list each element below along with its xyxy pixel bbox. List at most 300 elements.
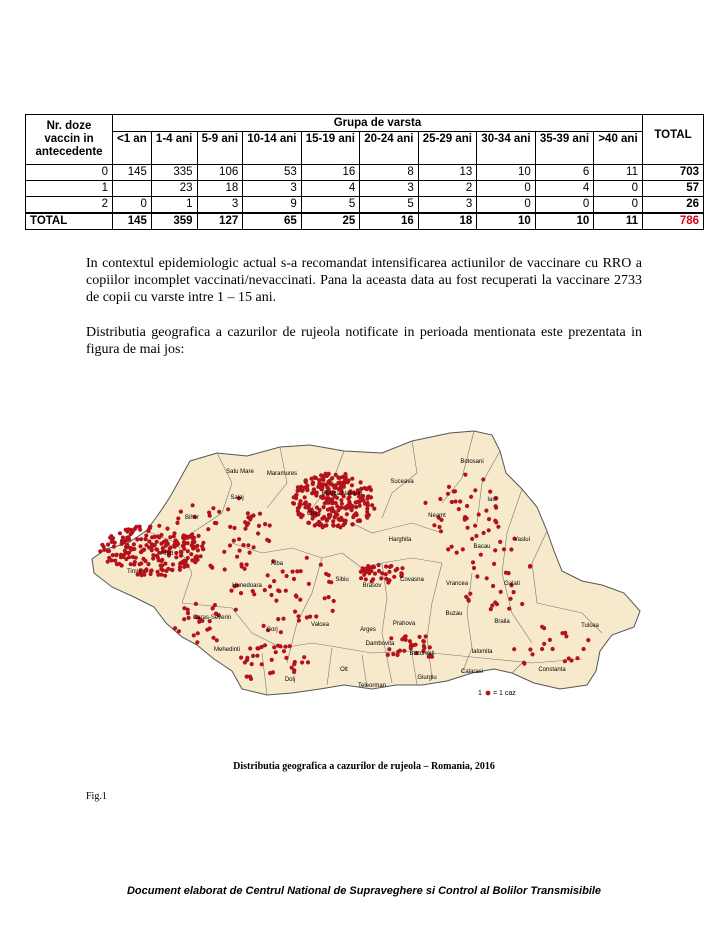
case-dot xyxy=(304,500,308,504)
case-dot xyxy=(389,564,393,568)
case-dot xyxy=(173,540,177,544)
case-dot xyxy=(294,594,298,598)
case-dot xyxy=(563,631,567,635)
case-dot xyxy=(239,656,243,660)
case-dot xyxy=(428,645,432,649)
total-cell: 16 xyxy=(360,213,419,230)
case-dot xyxy=(540,647,544,651)
case-dot xyxy=(380,571,384,575)
table-row xyxy=(26,181,704,197)
case-dot xyxy=(432,523,436,527)
case-dot xyxy=(512,590,516,594)
case-dot xyxy=(340,502,344,506)
case-dot xyxy=(334,473,338,477)
case-dot xyxy=(496,525,500,529)
total-cell: 10 xyxy=(535,213,594,230)
case-dot xyxy=(354,500,358,504)
case-dot xyxy=(359,480,363,484)
county-label: Constanta xyxy=(538,667,566,673)
figure-caption: Distributia geografica a cazurilor de rujeola – Romania, 2016 xyxy=(233,761,495,772)
case-dot xyxy=(154,547,158,551)
case-dot xyxy=(331,609,335,613)
romania-measles-map xyxy=(82,423,647,705)
case-dot xyxy=(371,577,375,581)
legend-label: = 1 caz xyxy=(493,690,516,697)
case-dot xyxy=(528,647,532,651)
case-dot xyxy=(358,504,362,508)
table-row xyxy=(26,197,704,214)
case-dot xyxy=(245,656,249,660)
case-dot xyxy=(371,565,375,569)
case-dot xyxy=(575,656,579,660)
county-label: Brasov xyxy=(362,583,382,589)
case-dot xyxy=(461,547,465,551)
table-cell: 145 xyxy=(113,165,152,181)
case-dot xyxy=(379,576,383,580)
case-dot xyxy=(193,559,197,563)
case-dot xyxy=(260,662,264,666)
case-dot xyxy=(368,485,372,489)
case-dot xyxy=(228,525,232,529)
row-total-cell: 57 xyxy=(643,181,704,197)
case-dot xyxy=(196,631,200,635)
table-cell: 5 xyxy=(360,197,419,214)
case-dot xyxy=(179,554,183,558)
case-dot xyxy=(528,564,532,568)
case-dot xyxy=(509,547,513,551)
county-label: Caras-Severin xyxy=(192,615,232,621)
case-dot xyxy=(489,607,493,611)
case-dot xyxy=(350,477,354,481)
case-dot xyxy=(391,652,395,656)
case-dot xyxy=(147,546,151,550)
case-dot xyxy=(370,503,374,507)
case-dot xyxy=(450,500,454,504)
case-dot xyxy=(422,646,426,650)
county-label: Hunedoara xyxy=(232,583,262,589)
case-dot xyxy=(342,481,346,485)
county-label: Vaslui xyxy=(514,537,530,543)
case-dot xyxy=(186,608,190,612)
case-dot xyxy=(333,515,337,519)
corner-header: Nr. doze vaccin in antecedente xyxy=(26,115,113,165)
case-dot xyxy=(384,572,388,576)
table-cell: 11 xyxy=(594,165,643,181)
case-dot xyxy=(300,660,304,664)
case-dot xyxy=(251,654,255,658)
case-dot xyxy=(291,570,295,574)
case-dot xyxy=(268,671,272,675)
case-dot xyxy=(183,536,187,540)
case-dot xyxy=(125,538,129,542)
case-dot xyxy=(395,567,399,571)
case-dot xyxy=(120,541,124,545)
case-dot xyxy=(493,548,497,552)
table-cell: 0 xyxy=(594,197,643,214)
case-dot xyxy=(189,534,193,538)
case-dot xyxy=(392,575,396,579)
county-label: Neamt xyxy=(428,513,446,519)
case-dot xyxy=(232,526,236,530)
case-dot xyxy=(458,499,462,503)
case-dot xyxy=(111,553,115,557)
case-dot xyxy=(389,636,393,640)
case-dot xyxy=(499,590,503,594)
case-dot xyxy=(454,499,458,503)
case-dot xyxy=(306,505,310,509)
case-dot xyxy=(129,562,133,566)
case-dot xyxy=(318,508,322,512)
case-dot xyxy=(201,541,205,545)
case-dot xyxy=(174,551,178,555)
county-label: Satu Mare xyxy=(226,469,254,475)
case-dot xyxy=(201,547,205,551)
case-dot xyxy=(296,614,300,618)
case-dot xyxy=(455,551,459,555)
case-dot xyxy=(163,562,167,566)
case-dot xyxy=(258,512,262,516)
case-dot xyxy=(520,602,524,606)
case-dot xyxy=(196,548,200,552)
case-dot xyxy=(250,514,254,518)
case-dot xyxy=(384,577,388,581)
total-cell: 10 xyxy=(477,213,536,230)
case-dot xyxy=(504,571,508,575)
total-cell: 18 xyxy=(418,213,477,230)
case-dot xyxy=(328,513,332,517)
table-cell: 13 xyxy=(418,165,477,181)
case-dot xyxy=(312,487,316,491)
case-dot xyxy=(350,483,354,487)
case-dot xyxy=(255,654,259,658)
case-dot xyxy=(465,504,469,508)
case-dot xyxy=(292,577,296,581)
case-dot xyxy=(354,505,358,509)
document-footer: Document elaborat de Centrul National de Supraveghere si Control al Bolilor Transmisibile xyxy=(126,885,602,897)
total-header: TOTAL xyxy=(643,115,704,165)
case-dot xyxy=(159,533,163,537)
county-label: Bihor xyxy=(184,515,200,521)
table-cell: 9 xyxy=(243,197,302,214)
case-dot xyxy=(507,607,511,611)
county-label: Harghita xyxy=(388,537,412,543)
case-dot xyxy=(159,564,163,568)
age-group-header: Grupa de varsta xyxy=(113,115,643,132)
table-cell: 5 xyxy=(301,197,360,214)
case-dot xyxy=(512,647,516,651)
case-dot xyxy=(173,626,177,630)
case-dot xyxy=(502,547,506,551)
case-dot xyxy=(142,573,146,577)
case-dot xyxy=(487,528,491,532)
table-cell: 0 xyxy=(113,197,152,214)
case-dot xyxy=(144,537,148,541)
case-dot xyxy=(268,584,272,588)
case-dot xyxy=(494,520,498,524)
case-dot xyxy=(214,521,218,525)
case-dot xyxy=(156,555,160,559)
case-dot xyxy=(124,528,128,532)
table-cell: 6 xyxy=(535,165,594,181)
case-dot xyxy=(314,614,318,618)
county-label: Gorj xyxy=(266,627,278,633)
case-dot xyxy=(153,543,157,547)
case-dot xyxy=(165,527,169,531)
case-dot xyxy=(243,527,247,531)
case-dot xyxy=(369,569,373,573)
case-dot xyxy=(307,521,311,525)
case-dot xyxy=(157,524,161,528)
table-cell: 1 xyxy=(151,197,197,214)
county-label: Timis xyxy=(126,569,142,575)
county-label: Dolj xyxy=(284,677,296,683)
case-dot xyxy=(447,485,451,489)
age-group-col: 25-29 ani xyxy=(418,132,477,165)
case-dot xyxy=(408,639,412,643)
case-dot xyxy=(421,639,425,643)
case-dot xyxy=(303,479,307,483)
case-dot xyxy=(195,555,199,559)
case-dot xyxy=(298,598,302,602)
case-dot xyxy=(267,539,271,543)
case-dot xyxy=(272,645,276,649)
case-dot xyxy=(178,562,182,566)
case-dot xyxy=(322,505,326,509)
case-dot xyxy=(148,526,152,530)
case-dot xyxy=(266,573,270,577)
county-label: Tulcea xyxy=(581,623,599,629)
county-label: Buzau xyxy=(445,611,463,617)
case-dot xyxy=(139,550,143,554)
case-dot xyxy=(112,545,116,549)
case-dot xyxy=(325,501,329,505)
case-dot xyxy=(345,512,349,516)
case-dot xyxy=(192,546,196,550)
map-legend xyxy=(478,690,516,697)
total-cell: 25 xyxy=(301,213,360,230)
county-label: Cluj xyxy=(306,511,318,517)
county-label: Bistrita Nasaud xyxy=(321,491,363,497)
case-dot xyxy=(567,656,571,660)
case-dot xyxy=(127,551,131,555)
case-dot xyxy=(387,647,391,651)
case-dot xyxy=(464,595,468,599)
case-dot xyxy=(170,568,174,572)
case-dot xyxy=(303,495,307,499)
case-dot xyxy=(288,644,292,648)
case-dot xyxy=(481,477,485,481)
case-dot xyxy=(494,506,498,510)
case-dot xyxy=(522,661,526,665)
case-dot xyxy=(243,520,247,524)
case-dot xyxy=(238,549,242,553)
case-dot xyxy=(297,618,301,622)
case-dot xyxy=(191,541,195,545)
case-dot xyxy=(356,519,360,523)
case-dot xyxy=(282,649,286,653)
table-cell: 3 xyxy=(360,181,419,197)
case-dot xyxy=(330,476,334,480)
age-group-col: 1-4 ani xyxy=(151,132,197,165)
case-dot xyxy=(281,617,285,621)
case-dot xyxy=(334,511,338,515)
paragraph-distribution: Distributia geografica a cazurilor de rujeola notificate in perioada mentionata este prezentata in figura de mai jos: xyxy=(86,325,642,357)
case-dot xyxy=(186,549,190,553)
table-cell: 53 xyxy=(243,165,302,181)
age-group-col: 10-14 ani xyxy=(243,132,302,165)
case-dot xyxy=(274,599,278,603)
table-cell: 3 xyxy=(197,197,243,214)
case-dot xyxy=(194,602,198,606)
case-dot xyxy=(215,638,219,642)
table-cell: 106 xyxy=(197,165,243,181)
case-dot xyxy=(364,577,368,581)
case-dot xyxy=(129,532,133,536)
case-dot xyxy=(548,638,552,642)
case-dot xyxy=(325,474,329,478)
case-dot xyxy=(164,569,168,573)
case-dot xyxy=(222,550,226,554)
county-label: Teleorman xyxy=(357,683,387,689)
case-dot xyxy=(307,582,311,586)
case-dot xyxy=(358,500,362,504)
case-dot xyxy=(239,562,243,566)
county-label: Maramures xyxy=(266,471,298,477)
case-dot xyxy=(163,574,167,578)
case-dot xyxy=(279,630,283,634)
case-dot xyxy=(302,655,306,659)
county-label: Alba xyxy=(270,561,284,567)
case-dot xyxy=(424,634,428,638)
case-dot xyxy=(472,566,476,570)
case-dot xyxy=(473,488,477,492)
case-dot xyxy=(278,644,282,648)
case-dot xyxy=(482,531,486,535)
case-dot xyxy=(207,511,211,515)
case-dot xyxy=(470,537,474,541)
table-cell: 23 xyxy=(151,181,197,197)
total-cell: 145 xyxy=(113,213,152,230)
case-dot xyxy=(377,563,381,567)
case-dot xyxy=(334,483,338,487)
case-dot xyxy=(474,534,478,538)
case-dot xyxy=(108,536,112,540)
case-dot xyxy=(256,531,260,535)
case-dot xyxy=(437,525,441,529)
case-dot xyxy=(175,521,179,525)
case-dot xyxy=(586,638,590,642)
case-dot xyxy=(312,475,316,479)
table-cell: 10 xyxy=(477,165,536,181)
case-dot xyxy=(298,486,302,490)
case-dot xyxy=(359,576,363,580)
case-dot xyxy=(263,588,267,592)
case-dot xyxy=(139,561,143,565)
case-dot xyxy=(400,566,404,570)
figure-label: Fig.1 xyxy=(86,791,107,802)
case-dot xyxy=(351,522,355,526)
case-dot xyxy=(146,562,150,566)
case-dot xyxy=(118,531,122,535)
case-dot xyxy=(150,568,154,572)
case-dot xyxy=(241,543,245,547)
case-dot xyxy=(195,640,199,644)
case-dot xyxy=(172,531,176,535)
case-dot xyxy=(365,516,369,520)
case-dot xyxy=(336,523,340,527)
case-dot xyxy=(438,497,442,501)
case-dot xyxy=(151,553,155,557)
case-dot xyxy=(284,656,288,660)
age-header-row xyxy=(26,132,704,165)
case-dot xyxy=(182,617,186,621)
case-dot xyxy=(132,542,136,546)
case-dot xyxy=(365,510,369,514)
case-dot xyxy=(113,541,117,545)
case-dot xyxy=(246,543,250,547)
case-dot xyxy=(283,645,287,649)
case-dot xyxy=(395,653,399,657)
case-dot xyxy=(171,562,175,566)
case-dot xyxy=(466,526,470,530)
age-group-col: <1 an xyxy=(113,132,152,165)
case-dot xyxy=(332,599,336,603)
county-label: Iasi xyxy=(487,497,497,503)
case-dot xyxy=(292,495,296,499)
county-label: Mehedinti xyxy=(213,647,241,653)
case-dot xyxy=(168,535,172,539)
case-dot xyxy=(320,483,324,487)
case-dot xyxy=(263,522,267,526)
case-dot xyxy=(467,599,471,603)
case-dot xyxy=(121,535,125,539)
case-dot xyxy=(366,497,370,501)
case-dot xyxy=(243,567,247,571)
case-dot xyxy=(127,555,131,559)
case-dot xyxy=(319,473,323,477)
case-dot xyxy=(473,524,477,528)
age-group-col: 30-34 ani xyxy=(477,132,536,165)
case-dot xyxy=(446,492,450,496)
case-dot xyxy=(226,507,230,511)
age-group-col: 15-19 ani xyxy=(301,132,360,165)
case-dot xyxy=(119,553,123,557)
case-dot xyxy=(387,570,391,574)
case-dot xyxy=(138,525,142,529)
dose-count-cell: 1 xyxy=(26,181,113,197)
case-dot xyxy=(174,555,178,559)
case-dot xyxy=(551,647,555,651)
case-dot xyxy=(147,539,151,543)
case-dot xyxy=(260,645,264,649)
row-total-cell: 26 xyxy=(643,197,704,214)
case-dot xyxy=(281,569,285,573)
case-dot xyxy=(276,617,280,621)
case-dot xyxy=(493,600,497,604)
case-dot xyxy=(144,567,148,571)
case-dot xyxy=(479,553,483,557)
total-cell: 359 xyxy=(151,213,197,230)
case-dot xyxy=(292,502,296,506)
case-dot xyxy=(324,517,328,521)
case-dot xyxy=(252,545,256,549)
case-dot xyxy=(327,580,331,584)
county-label: Sibiu xyxy=(335,577,349,583)
table-body xyxy=(26,165,704,230)
case-dot xyxy=(199,554,203,558)
case-dot xyxy=(439,529,443,533)
case-dot xyxy=(192,633,196,637)
